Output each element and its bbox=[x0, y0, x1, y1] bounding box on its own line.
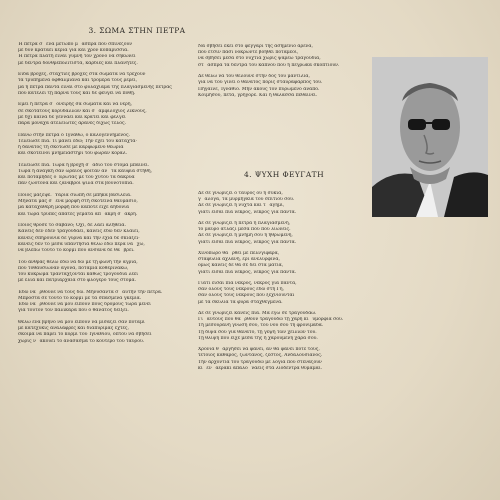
poem-line: Εἶδα βροχές, σταχτιὲς βροχές στὰ σώματα νὰ τρέχουν bbox=[18, 72, 146, 78]
poem-line: Μπροστὰ σὲ τοῦτο τὸ κορμὶ μὲ τὰ σπασμένα γκέμια. bbox=[18, 296, 142, 302]
stanza bbox=[198, 191, 368, 216]
poem-line: τέτοιος καθαρός, ζωντανός, ζεστός, Ἀνδαλουσιάνος. bbox=[198, 353, 323, 359]
poem-line: γιὰ νὰ τοῦ γίνει ὁ θάνατος πορίς σταυράφαρπος του. bbox=[198, 80, 323, 86]
poem-line: γιὰ τοῦτον τὸν παλικαρὰ ποῦ ὁ θάνατος δεῖξει. bbox=[18, 308, 129, 314]
poem-line: Γι᾿ αὐτοὺς ποῦ θὰ ᾿ρθουν τραγουδῶ τῇ χάρη κι᾿ ὑμορφιά σου. bbox=[198, 317, 344, 323]
poem-line: Τώρα ἡ ἀνάγκη σὰν ὡραῖος φοιτάν ἀν᾿ τὰ καύφια στήθη, bbox=[18, 169, 152, 175]
poem-line: ὅμως κανεὶς δὲ θὰ σὲ δεῖ στὰ μάτια, bbox=[198, 263, 284, 269]
poem-line: Πήγαινε, Ἰγνάθιο. Μήν ἀκούς τὸν πυρωμένο ἀναπο. bbox=[198, 86, 320, 92]
right-poem-body bbox=[198, 191, 368, 377]
poem-line: Πάνω στὴν πέτρα ὁ Ἰγνάθω, ὁ καλογεννημένος. bbox=[18, 132, 130, 138]
poem-line: Κοιμήσου, πέτα, γρηγορε. Καὶ ἡ θάλασσα πεθαίνει. bbox=[198, 92, 318, 98]
poem-line: ποῦ τὸθαυσίωναν ἄγονα, ποτάμια κοθερινάκω, bbox=[18, 265, 129, 271]
section-title-right: 4. ΨΥΧΗ ΦΕΥΓΑΤΗ bbox=[243, 170, 325, 179]
poem-line: Δὲ σὲ γνωρίζει ἡ μνήμη σου ἡ ἠθρωμένη, bbox=[198, 233, 293, 239]
poem-line: σὰν ὅλους τοὺς νεκροὺς ἐδῶ στὴ Γῆ, bbox=[198, 287, 284, 293]
poem-line: κανεὶς σπηρουνια δὲ γυρνᾶ καὶ τὴν ἐχιὰ δὲ σκιάζει· bbox=[18, 235, 140, 241]
section-title-left: 3. ΣΩΜΑ ΣΤΗΝ ΠΕΤΡΑ bbox=[88, 26, 186, 35]
poem-line: σταφύλια ἀχλάνη, ἔρι ἀνελυρφίνα, bbox=[198, 257, 280, 263]
poem-line: Δὲ σὲ γνωρίζει ὁ ταῦρος οὐ ἡ συκιά, bbox=[198, 191, 283, 196]
poem-line: Δὲ σὲ γνωρίζει ἡ νύχτα καὶ τ᾿ ἀγῆμι, bbox=[198, 203, 285, 209]
author-portrait bbox=[372, 57, 488, 217]
stanza bbox=[198, 251, 368, 276]
poem-line: Χινόπωρο θὰ ᾿ρθεῖ μὲ πελνγιφάρα, bbox=[198, 251, 280, 256]
poem-line: νὰ σβήσει μέσα στὸ νυχτιὰ χωρὶς ψάρεω τραγουδιά, bbox=[198, 56, 321, 62]
poem-line: Δὲ σὲ γνωρίζει κανεὶς πιά. Μὰ ἐγὼ σὲ τραγουδάω. bbox=[198, 311, 317, 316]
poem-line: γιατὶ εἶσαι πιὰ νεκρός, νεκρὸς γιὰ πάντα. bbox=[198, 239, 297, 245]
poem-line: χωρὶς ν᾿ ἀκούει τὸ ἀνάσασμα τὸ κουτερὸ τοῦ ταύρου. bbox=[18, 338, 145, 344]
poem-line: καὶ ποτάμηδες ὁ Ἔρωτας μὲ τοὺ χυτοῦ τὰ δάκρυα bbox=[18, 175, 135, 181]
stanza bbox=[198, 221, 368, 246]
poem-line: μὰ καταχάθερη μορφὴ ποῦ κάποτε εἶχε ἀηδόνια bbox=[18, 205, 130, 211]
stanza bbox=[198, 311, 368, 342]
right-top-column bbox=[198, 44, 368, 104]
poem-line: Ἐδῶ νὰ ᾿ρθούνε νὰ τοὺς δῶ. Μηνυσαντὰ σ᾿ αὐτὴν τὴν πέτρα. bbox=[18, 289, 163, 295]
poem-line: στ᾿ ἄσπρα τὰ δέντρα τοῦ καπνοῦ ποῦ ἡ πεγρωκά σκοπτιοῦν. bbox=[198, 62, 340, 68]
poem-line: Τέλειωσε πιά. Τώρα ἡ βροχή σ᾿ ἄδιο του στόμα μπαίνει. bbox=[18, 162, 150, 168]
poem-line: Δὲ θέλω νὰ τοῦ θέλουνε στὴν δὸς τοῦ μαντίλια, bbox=[198, 74, 310, 80]
poem-line: Τὴ μεσουράνη γνώση σου, τοῦ νοῦ σου τῆ φρονιμάδα. bbox=[198, 323, 324, 329]
poem-line: μὲ τὰ σκυλιὰ τὰ φύρα σταχθεγμένα. bbox=[198, 299, 283, 305]
poem-line: Τῇ δίψα σου γιὰ θάνατο, τῇ γεψη τῶν χειλιῶν του. bbox=[198, 329, 317, 335]
poem-line: μὲ δέντρα δονθρεπολιτιστὰ, καρδιές καὶ πλανήτες. bbox=[18, 60, 138, 66]
poem-line: μὲ δχι καινὰ δὲ γεννάει καὶ κρατεῖ καὶ φέλγει bbox=[18, 114, 126, 120]
poem-line: Δὲ σὲ γνωρίζει ἡ πέτρα ἡ πλαγιασμένη, bbox=[198, 221, 291, 226]
poem-line: ἡ δάνατος τῆ σκότωσε μὲ καρφωμένο θεωρία bbox=[18, 145, 124, 151]
poem-line: Χρόνια θ᾿ ἀργήσει νὰ φανεῖ, ἂν θὰ φανεῖ ποτέ τους, bbox=[198, 347, 320, 353]
stanza bbox=[198, 44, 368, 69]
stanza bbox=[198, 281, 368, 306]
poem-line: ποὺ κατελεῖ τῇ πάρνα τους καὶ δὲ φεύγει νὰ ποθῇ. bbox=[18, 90, 136, 96]
poem-line: γ᾿ ἄλογα, τὰ μυρμήγκια τοῦ σπιτιοῦ σου. bbox=[198, 197, 295, 203]
poem-line: τὰ τρυπημένα ὀφθαλμιανὰ καὶ τρομερὰ τοὺς ρέρει, bbox=[18, 78, 138, 84]
poem-line: μὲ ἕλια καὶ πατριαρχαία στὸ φλογερὸ τους στόμα. bbox=[18, 278, 137, 284]
poem-line: σὰν ὅλους τοὺς νεκροὺς ποῦ ξεχνιουνται bbox=[198, 293, 295, 299]
poem-line: Νὰ σβήσει ἐκεῖ στὸ φεγγαρὶ τῆς ἀσημένιο ἀρένα, bbox=[198, 44, 313, 49]
poem-line: γιατὶ εἶσαι πιὰ νεκρός, νεκρὸς γιὰ πάντα. bbox=[198, 209, 297, 215]
poem-line: Τῇ θλίψη ποῦ εἶχε μέσα της ἡ χαρούμενη χαρά σου. bbox=[198, 335, 318, 341]
poem-line: σκοιμά νὰ πάρει τὸ κορμὶ τοῦ Ἰγνάθιου, ὁπτοῦ νὰ σβήσει bbox=[18, 332, 152, 338]
poem-line: κανεὶς δὲν τὸ μέσα ὑπάντησια θέλω ἐδῶ πέρα νά ᾿χω, bbox=[18, 241, 145, 247]
poem-line: Τέλειωσε πιά. Τί μᾶνει ἔδῶ; Τὴν ἔχει τοὺ κατάχτα· bbox=[18, 138, 137, 144]
poem-line: νὰ βλέπω τοῦτο τὸ κορμὶ ποῦ ανσανα δὲ θὰ ᾿βρει. bbox=[18, 248, 135, 254]
poem-line: Τοῦ ἄνθρας θέλω ἐδῶ νὰ δῶ μὲ τῇ φωνὴ τὴν ἄγρια, bbox=[18, 259, 138, 265]
poem-line: καὶ σκοτεινοὶ μνημειαστῆρι τοῦ φώραν κοράλ. bbox=[18, 151, 128, 157]
poem-line: καὶ τώρα τρύπες ἄπατες γεμάτα ἀπ᾿ ἄκρη σ᾿ ἄκρη. bbox=[18, 211, 138, 217]
poem-line: Τὴν ἀρχοντιὰ του τραγουδῶ μὲ λόγια ποῦ στενάζουν bbox=[198, 359, 322, 365]
stanza bbox=[198, 74, 368, 99]
stanza bbox=[18, 102, 256, 127]
poem-line: Ποιὸς μάζεψε. Ὕαριὰ σιωπή σε μπήκα βασιλεία. bbox=[18, 193, 132, 199]
poem-line: κι᾿ ἔν᾿ ἀεράκι ἀπαλὸ ᾿νάεις στὰ λιόδεντρα θυμᾶμαι. bbox=[198, 365, 323, 371]
poem-line: μὲ δῦν κρατάει κεριά γιὰ καὶ χρόν κοπαρίσσια. bbox=[18, 48, 129, 54]
poem-line: Ἐδῶ νὰ ᾿ρθούνε νὰ μοῦ εἰποῦν ποῦς δρόμους τώρα μένει bbox=[18, 302, 151, 308]
stanza bbox=[18, 133, 256, 158]
poem-line: ποῦ ἔτσιν πασὶ νοκρώντε βοηθεῖ ποτάμεοι, bbox=[198, 50, 299, 56]
poem-line: μὰ ἡ πέτρα πάντα εἶναι στὸ φυλάχιαμα τῆς πλαγιασμένης πέτρας bbox=[18, 84, 172, 90]
poem-line: τὸ μαῦρο ἁτλάζι μέσα ποῦ ποῦ λιώνεις. bbox=[198, 227, 291, 233]
poem-line: Ἡ πέτρα πλάτη εἶναι γυμνὴ τὸν χρόνο νὰ σηκώνει bbox=[18, 54, 136, 60]
poem-line: γιατὶ εἶσαι πιὰ νεκρός, νεκρὸς γιὰ πάντα. bbox=[198, 269, 297, 275]
poem-line: Ἡ πέτρα σ᾿ ἔνα μέτωπο μ᾿ ἄσπρα πού σπινέζουν bbox=[18, 42, 133, 47]
stanza bbox=[198, 347, 368, 372]
poem-line: μὲ κατεχυκῖς ἀνάλαφρες καὶ διαπυρίμας ἔχτες, bbox=[18, 326, 129, 332]
poem-line: Μηνατά μας σ᾿ ἔνα μορφὴ στὴ σκοτεινὰ θαυμάσιο, bbox=[18, 199, 138, 205]
poem-line: Γιατὶ εἶσαι πιὰ νεκρός, νεκρὸς γιὰ πάντα, bbox=[198, 281, 297, 286]
poem-line: τοὺ κύκρωμα τρανταχζονται κάθως τρογουδία λέει bbox=[18, 272, 139, 278]
poem-line: Κανεὶς δὲν ἔδεν τραγουδάει, κανεὶς ἐδῶ δὲν κλαίει, bbox=[18, 229, 140, 235]
poem-line: πὰν ζωοτονά καὶ ζαναβροῖ ψιλὰ στὰ βουνοτόπια. bbox=[18, 181, 134, 187]
poem-line: Θέλω ἐνα βρῆνο νὰ μοῦ εἰποῦν νὰ μισάζει σὰν ποτάμι bbox=[18, 320, 145, 326]
poem-line: παρὰ μονάχα ἀτελείωτες ἀρᾶνες δίχως τέλος. bbox=[18, 121, 127, 127]
poem-line: σὲ σκοτάτους κορυδαλλῶν καὶ σ᾿ ἀμφιλόχιος λίκνους, bbox=[18, 108, 147, 114]
poem-line: Ποιὸς θρόσε τὸ σάβανο; Ὁχι, δὲ λάει ἀλήθεια. bbox=[18, 223, 126, 229]
poem-line: Εμεῖ ἡ πέτρα σ᾿ ὀνειρῆς σὰ σώματα καὶ νὰ νέρη, bbox=[18, 102, 132, 108]
